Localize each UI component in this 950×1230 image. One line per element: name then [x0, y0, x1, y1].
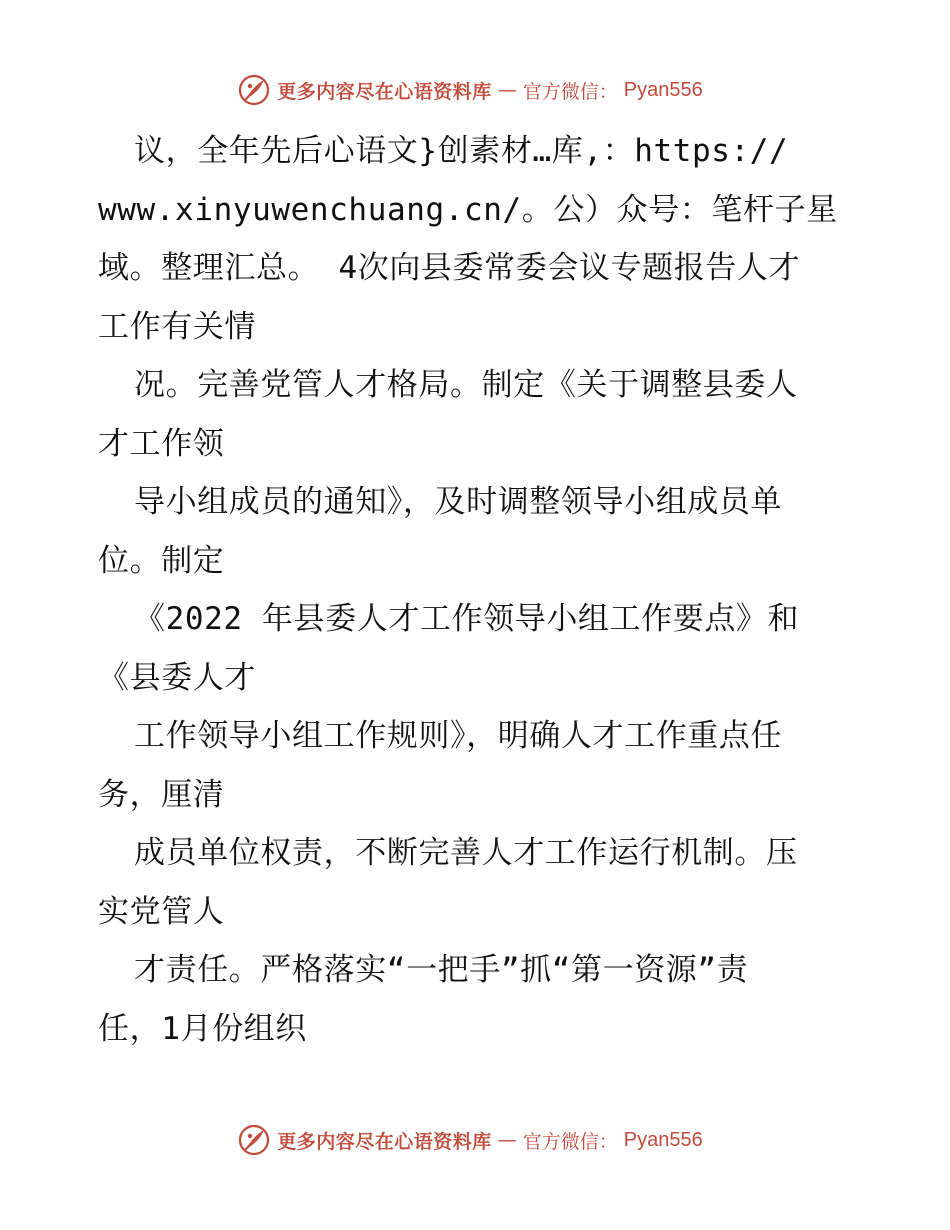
header-watermark	[0, 70, 950, 110]
text-line: 工作有关情	[98, 308, 256, 345]
watermark-group	[237, 73, 703, 107]
watermark-separator: —	[497, 1129, 517, 1151]
watermark-slogan: 更多内容尽在心语资料库	[277, 80, 492, 103]
watermark-separator: —	[497, 79, 517, 101]
watermark-wechat-label: 官方微信：	[522, 1130, 618, 1153]
quill-seal-icon	[237, 73, 271, 107]
text-line: 况。完善党管人才格局。制定《关于调整县委人	[134, 367, 798, 403]
text-line: 才工作领	[98, 425, 225, 462]
text-line: 《2022 年县委人才工作领导小组工作要点》和	[134, 601, 800, 637]
text-line: 工作领导小组工作规则》，明确人才工作重点任	[134, 718, 783, 754]
quill-seal-icon	[237, 1123, 271, 1157]
watermark-group	[237, 1123, 703, 1157]
text-line: 实党管人	[98, 893, 225, 930]
watermark-wechat-label: 官方微信：	[522, 80, 618, 103]
watermark-slogan: 更多内容尽在心语资料库	[277, 1130, 492, 1153]
text-line: 位。制定	[98, 542, 225, 579]
body-text	[98, 122, 868, 1058]
text-line: 导小组成员的通知》，及时调整领导小组成员单	[134, 484, 783, 520]
text-line: www.xinyuwenchuang.cn/。公）众号：笔杆子星	[98, 191, 838, 228]
text-line: 域。整理汇总。 4次向县委常委会议专题报告人才	[98, 250, 801, 286]
watermark-wechat-id: Pyan556	[623, 78, 703, 101]
text-line: 成员单位权责，不断完善人才工作运行机制。压	[134, 835, 798, 871]
text-line: 任，1月份组织	[98, 1010, 307, 1047]
text-line: 《县委人才	[98, 659, 256, 696]
text-line: 才责任。严格落实“一把手”抓“第一资源”责	[134, 952, 749, 988]
watermark-wechat-id: Pyan556	[623, 1128, 703, 1151]
footer-watermark	[0, 1120, 950, 1160]
text-line: 务，厘清	[98, 776, 225, 813]
text-line: 议，全年先后心语文}创素材…库,：https://	[134, 133, 789, 169]
